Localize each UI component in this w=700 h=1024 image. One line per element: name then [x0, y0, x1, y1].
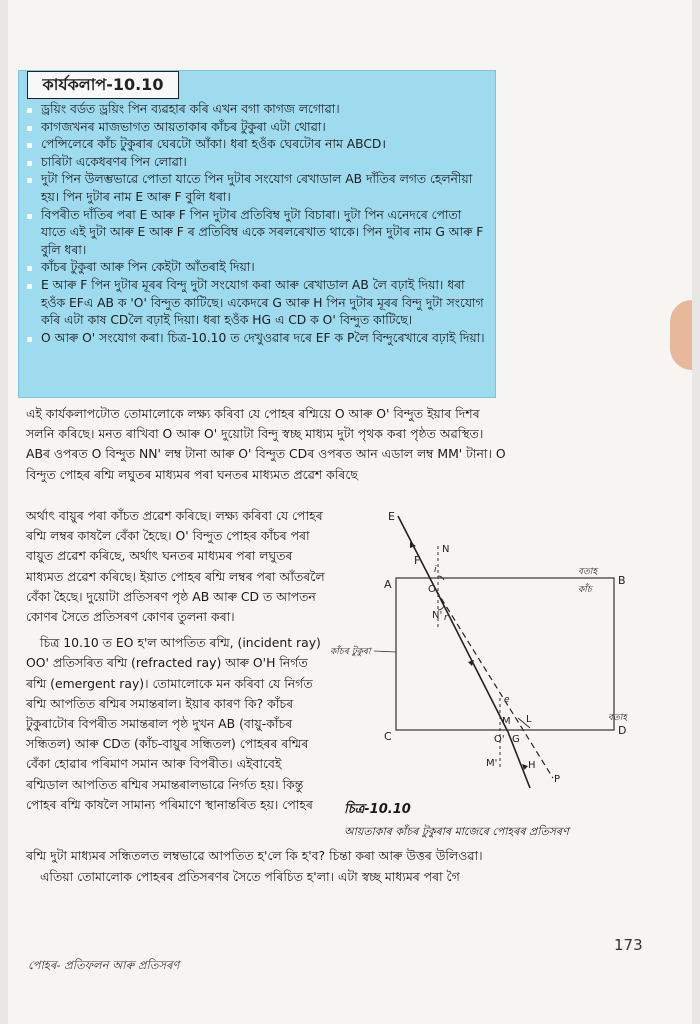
label-C: C — [384, 730, 392, 743]
activity-step: E আৰু F পিন দুটাৰ মূৰৰ বিন্দু দুটা সংযোগ কৰা আৰু ৰেখাডাল AB লৈ বঢ়াই দিয়া। ধৰা হওঁক EFএ AB ক 'O' বিন্দুত কাটিছে। একেদৰে G আৰু H পিন দুটাৰ মূৰৰ বিন্দু দুটা সংযোগ কৰি এটা কাষ CDলৈ বঢ়াই দিয়া। ধৰা হওঁক HG এ CD ক O' বিন্দুত কাটিছে। — [31, 277, 489, 330]
activity-step: কাঁচৰ টুকুৰা আৰু পিন কেইটা আঁতৰাই দিয়া। — [31, 259, 489, 277]
glass-piece-pointer — [374, 651, 396, 652]
body-tail — [26, 845, 508, 887]
label-P: P — [554, 774, 561, 785]
paragraph: অৰ্থাৎ বায়ুৰ পৰা কাঁচত প্ৰৱেশ কৰিছে। লক্ষ্য কৰিবা যে পোহৰ ৰশ্মি লম্বৰ কাষলৈ বেঁকা হৈছে। O' বিন্দুত পোহৰ কাঁচৰ পৰা বায়ুত প্ৰৱেশ কৰিছে, অৰ্থাৎ ঘনতৰ মাধ্যমৰ পৰা লঘুতৰ মাধ্যমত প্ৰৱেশ কৰিছে। ইয়াত পোহৰ ৰশ্মি লম্বৰ পৰা আঁতৰলৈ বেঁকা হৈছে। দুয়োটা প্ৰতিসৰণ পৃষ্ঠ AB আৰু CD ত আপতন কোণৰ সৈতে প্ৰতিসৰণ কোণৰ তুলনা কৰা। — [26, 508, 325, 625]
activity-step: কাগজখনৰ মাজভাগত আয়তাকাৰ কাঁচৰ টুকুৰা এটা থোৱা। — [31, 119, 489, 137]
body-intro — [26, 404, 508, 485]
thumb-edge — [670, 300, 692, 370]
label-D: D — [618, 724, 627, 737]
incident-ray — [398, 516, 436, 590]
body-column — [26, 506, 326, 815]
label-O: O — [428, 584, 436, 595]
paragraph: চিত্ৰ 10.10 ত EO হ'ল আপতিত ৰশ্মি, (incident ray) OO' প্ৰতিসৰিত ৰশ্মি (refracted ray) আৰু O'H নিৰ্গত ৰশ্মি (emergent ray)। তোমালোকে মন কৰিবা যে নিৰ্গত ৰশ্মি আপতিত ৰশ্মিৰ সমান্তৰাল। ইয়াৰ কাৰণ কি? কাঁচৰ টুকুৰাটোৰ বিপৰীত সমান্তৰাল পৃষ্ঠ দুখন AB (বায়ু-কাঁচৰ সন্ধিতল) আৰু CDত (কাঁচ-বায়ুৰ সন্ধিতল) পোহৰৰ ৰশ্মিৰ বেঁকা হোৱাৰ পৰিমাণ সমান আৰু বিপৰীত। এইবাবেই ৰশ্মিডাল আপতিত ৰশ্মিৰ সমান্তৰালভাৱে নিৰ্গত হয়। কিন্তু পোহৰ ৰশ্মি কাষলৈ সামান্য পৰিমাণে স্থানান্তৰিত হয়। পোহৰ — [26, 635, 321, 812]
caption-number: চিত্ৰ-10.10 — [344, 802, 411, 817]
chapter-footer: পোহৰ- প্ৰতিফলন আৰু প্ৰতিসৰণ — [28, 958, 180, 972]
figure-caption — [344, 800, 644, 842]
glass-slab — [396, 578, 614, 730]
activity-step: দুটা পিন উলম্ভভাৱে পোতা যাতে পিন দুটাৰ সংযোগ ৰেখাডাল AB দাঁতিৰ লগত হেলনীয়া হয়। পিন দুটাৰ নাম E আৰু F বুলি ধৰা। — [31, 171, 489, 206]
label-M2: M' — [486, 758, 498, 769]
activity-step: ড্ৰয়িং বৰ্ডত ড্ৰয়িং পিন ব্যৱহাৰ কৰি এখন বগা কাগজ লগোৱা। — [31, 101, 489, 119]
label-L: L — [526, 714, 532, 725]
activity-step: বিপৰীত দাঁতিৰ পৰা E আৰু F পিন দুটাৰ প্ৰতিবিম্ব দুটা বিচাৰা। দুটা পিন এনেদৰে পোতা যাতে এই দুটা আৰু E আৰু F ৰ প্ৰতিবিম্ব একে সৰলৰেখাত থাকে। পিন দুটাৰ নাম G আৰু F বুলি ধৰা। — [31, 207, 489, 260]
textbook-page — [8, 0, 692, 1024]
paragraph: ৰশ্মি দুটা মাধ্যমৰ সন্ধিতলত লম্বভাৱে আপতিত হ'লে কি হ'ব? চিন্তা কৰা আৰু উত্তৰ উলিওৱা। — [26, 848, 483, 863]
label-glass-top: কাঁচ — [578, 585, 592, 595]
arrow-head — [410, 542, 416, 548]
refraction-diagram — [328, 502, 628, 792]
label-i: i — [434, 565, 437, 575]
activity-steps — [31, 101, 489, 347]
label-B: B — [618, 574, 626, 587]
page-number: 173 — [614, 936, 643, 954]
label-A: A — [384, 578, 392, 591]
activity-box — [18, 70, 496, 398]
activity-step: O আৰু O' সংযোগ কৰা। চিত্ৰ-10.10 ত দেখুওৱাৰ দৰে EF ক Pলৈ বিন্দুৰেখাৰে বঢ়াই দিয়া। — [31, 330, 489, 348]
label-N2: N' — [432, 610, 443, 621]
label-M: M — [502, 716, 511, 727]
label-N: N — [442, 544, 450, 555]
paragraph: এতিয়া তোমালোক পোহৰৰ প্ৰতিসৰণৰ সৈতে পৰিচিত হ'লা। এটা স্বচ্ছ মাধ্যমৰ পৰা গৈ — [40, 869, 460, 884]
label-H: H — [528, 760, 536, 771]
label-air-top: বতাহ — [578, 567, 598, 577]
label-F: F — [414, 554, 421, 567]
caption-text: আয়তাকাৰ কাঁচৰ টুকুৰাৰ মাজেৰে পোহৰৰ প্ৰতিসৰণ — [344, 825, 569, 838]
label-E: E — [388, 510, 395, 523]
paragraph: এই কাৰ্যকলাপটোত তোমালোকে লক্ষ্য কৰিবা যে পোহৰ ৰশ্মিয়ে O আৰু O' বিন্দুত ইয়াৰ দিশৰ সলনি কৰিছে। মনত ৰাখিবা O আৰু O' দুয়োটা বিন্দু স্বচ্ছ মাধ্যম দুটা পৃথক কৰা পৃষ্ঠত অৱস্থিত। ABৰ ওপৰত O বিন্দুত NN' লম্ব টানা আৰু O' বিন্দুত CDৰ ওপৰত আন এডাল লম্ব MM' টানা। O বিন্দুত পোহৰ ৰশ্মি লঘুতৰ মাধ্যমৰ পৰা ঘনতৰ মাধ্যমত প্ৰৱেশ কৰিছে — [26, 406, 506, 482]
label-glass-piece: কাঁচৰ টুকুৰা — [330, 647, 371, 657]
label-O2: O' — [494, 734, 505, 745]
activity-title: কাৰ্যকলাপ-10.10 — [27, 71, 179, 99]
activity-step: চাৰিটা একেধৰণৰ পিন লোৱা। — [31, 154, 489, 172]
activity-step: পেন্সিলেৰে কাঁচ টুকুৰাৰ ঘেৰটো আঁকা। ধৰা হওঁক ঘেৰটোৰ নাম ABCD। — [31, 136, 489, 154]
label-e: e — [504, 695, 510, 705]
label-G: G — [512, 734, 520, 745]
label-air-bottom: বতাহ — [608, 713, 628, 723]
label-r: r — [444, 613, 448, 623]
extended-ray — [436, 590, 553, 778]
